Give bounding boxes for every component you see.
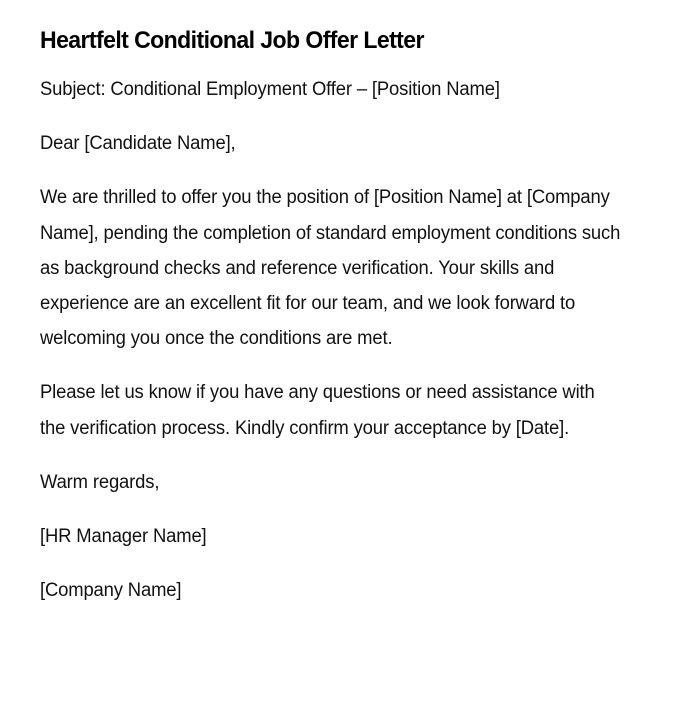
salutation: Dear [Candidate Name], [40,133,236,155]
body-paragraph-confirm: Please let us know if you have any questions or need assistance with the verification process. Kindly confirm your acceptance by [Date]. [40,382,595,439]
body-paragraph-offer: We are thrilled to offer you the position of [Position Name] at [Company Name], pending the completion of standard employment conditions such as background checks and reference verification. Your skills and experience are an excellent fit for our team, and we look forward to welcoming you once the conditions are met. [40,187,621,350]
signer-name: [HR Manager Name] [40,526,207,548]
signer-company: [Company Name] [40,580,182,602]
subject-line: Subject: Conditional Employment Offer – [Position Name] [40,79,500,100]
closing: Warm regards, [40,471,160,493]
document-title: Heartfelt Conditional Job Offer Letter [40,27,424,54]
